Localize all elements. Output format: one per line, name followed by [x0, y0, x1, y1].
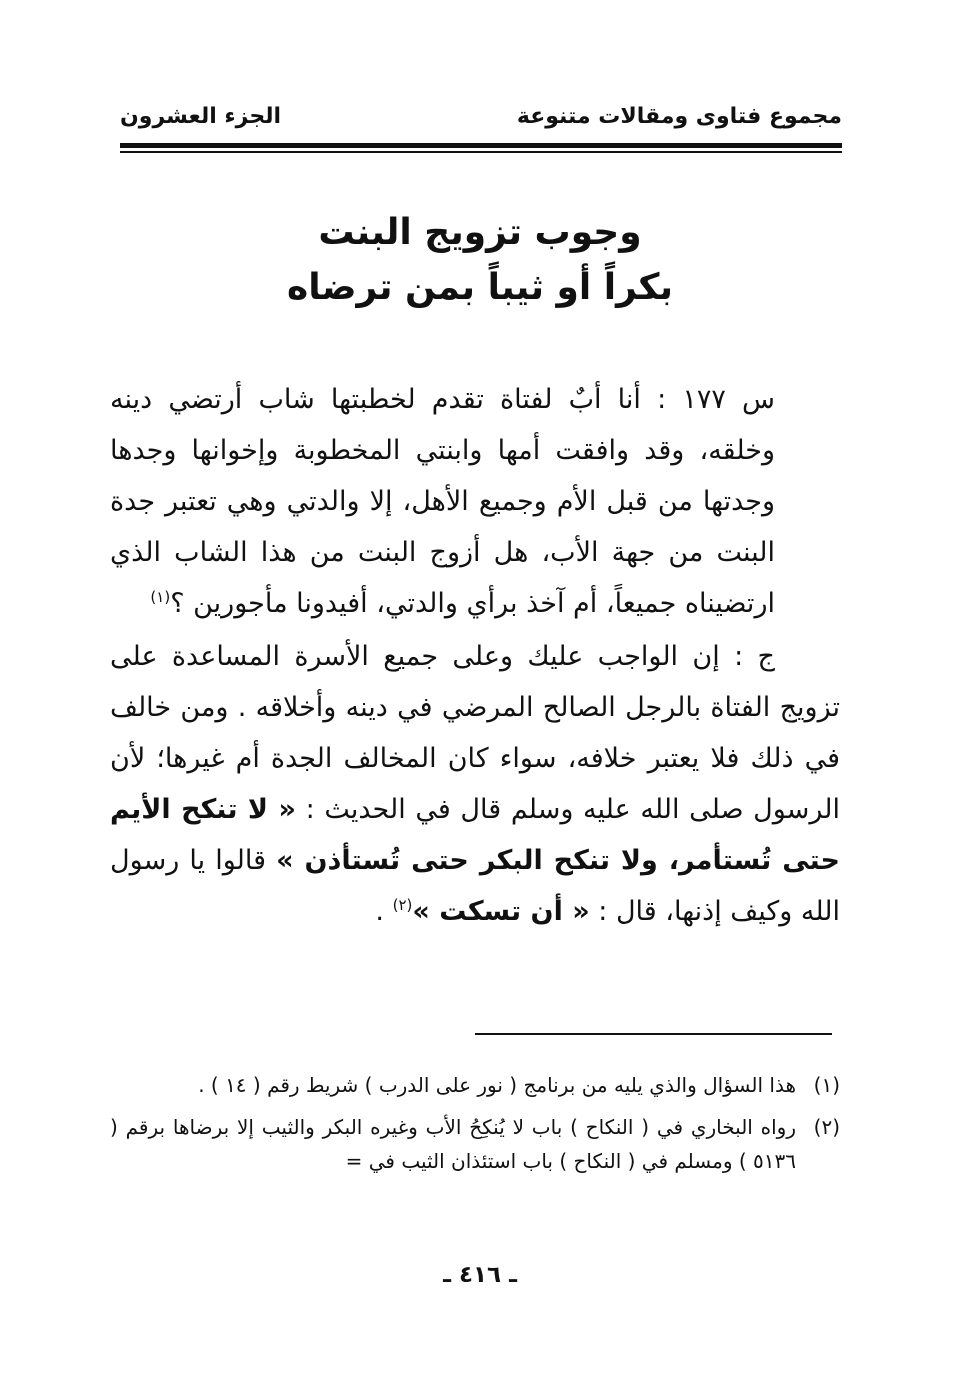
- footnote-number: (٢): [813, 1115, 840, 1139]
- running-header: [120, 98, 842, 134]
- header-book-title: مجموع فتاوى ومقالات متنوعة: [516, 103, 842, 129]
- question-text: أنا أبٌ لفتاة تقدم لخطبتها شاب أرتضي دينه وخلقه، وقد وافقت أمها وابنتي المخطوبة وإخوانها وجدها وجدتها من قبل الأم وجميع الأهل، إلا والدتي وهي تعتبر جدة البنت من جهة الأب، هل أزوج البنت من هذا الشاب الذي ارتضيناه جميعاً، أم آخذ برأي والدتي، أفيدونا مأجورين ؟: [110, 384, 775, 619]
- page-number: ـ ٤١٦ ـ: [443, 1262, 517, 1288]
- title-line-1: وجوب تزويج البنت: [318, 212, 642, 253]
- footnote-text: هذا السؤال والذي يليه من برنامج ( نور على الدرب ) شريط رقم ( ١٤ ) .: [198, 1073, 796, 1097]
- fatwa-body: [110, 374, 840, 937]
- hadith-quote-2: « أن تسكت »: [412, 896, 590, 927]
- answer-footnote-ref: (٢): [392, 896, 413, 914]
- footnote-separator: [475, 1033, 832, 1035]
- footnote-number: (١): [813, 1073, 840, 1097]
- footnote-text: رواه البخاري في ( النكاح ) باب لا يُنكِحُ الأب وغيره البكر والثيب إلا برضاها برقم ( ٥١٣٦ ) ومسلم في ( النكاح ) باب استئذان الثيب في =: [110, 1115, 796, 1173]
- header-rule-thick: [120, 143, 842, 148]
- title-line-2: بكراً أو ثيباً بمن ترضاه: [287, 267, 673, 308]
- answer-label: ج :: [734, 641, 775, 672]
- answer-text: إن الواجب عليك وعلى جميع الأسرة المساعدة على تزويج الفتاة بالرجل الصالح المرضي في دينه وأخلاقه . ومن خالف في ذلك فلا يعتبر خلافه، سواء كان المخالف الجدة أم غيرها؛ لأن الرسول صلى الله عليه وسلم قال في الحديث :: [110, 641, 840, 825]
- question-paragraph: [110, 374, 840, 629]
- fatwa-title: [180, 205, 780, 315]
- footnote-item: [110, 1068, 840, 1102]
- hadith-quote-1: « لا تنكح الأيم حتى تُستأمر، ولا تنكح البكر حتى تُستأذن »: [110, 794, 840, 876]
- hadith-middle-text: قالوا يا رسول الله وكيف إذنها، قال :: [110, 845, 840, 927]
- header-volume: الجزء العشرون: [120, 103, 281, 129]
- footnote-item: [110, 1110, 840, 1178]
- question-label: س ١٧٧ :: [657, 384, 775, 415]
- footnotes: [110, 1068, 840, 1186]
- question-footnote-ref: (١): [150, 588, 171, 606]
- answer-end-mark: .: [375, 896, 385, 927]
- answer-paragraph: [110, 631, 840, 937]
- header-rule-thin: [120, 151, 842, 153]
